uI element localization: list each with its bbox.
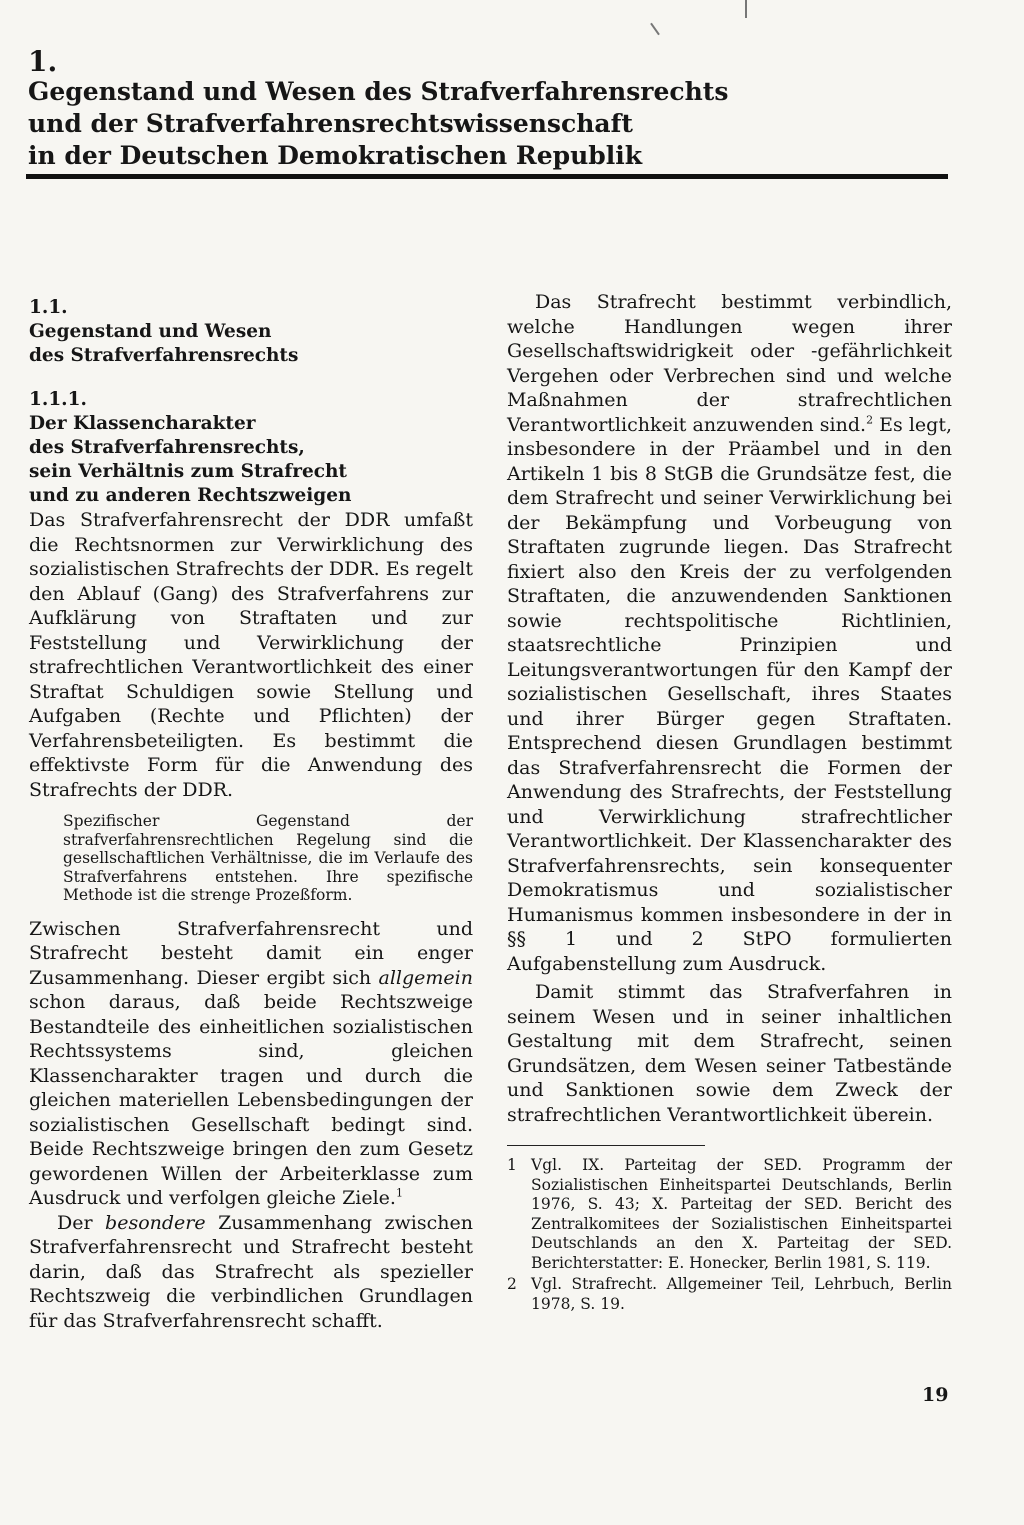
footnote-rule [507,1145,705,1146]
section-title [29,320,473,368]
body-paragraph: Zwischen Strafverfahrensrecht und Strafrecht besteht damit ein enger Zusammenhang. Dieser ergibt sich allgemein schon daraus, daß beide Rechtszweige Bestandteile des einheitlichen sozialistischen Rechtssystems sind, gleichen Klassencharakter tragen und durch die gleichen materiellen Lebensbedingungen der sozialistischen Gesellschaft bedingt sind. Beide Rechtszweige bringen den zum Gesetz gewordenen Willen der Arbeiterklasse zum Ausdruck und verfolgen gleiche Ziele.$^1$ [29,917,473,1210]
footnote-ref[interactable]: 1 [395,1187,403,1201]
footnote-ref[interactable]: 2 [866,413,874,427]
footnote-text: Vgl. Strafrecht. Allgemeiner Teil, Lehrbuch, Berlin 1978, S. 19. [531,1275,952,1313]
chapter-title [28,76,728,172]
footnote-text: Vgl. IX. Parteitag der SED. Programm der Sozialistischen Einheitspartei Deutschlands, Berlin 1976, S. 43; X. Parteitag der SED. Bericht des Zentralkomitees der Sozialistischen Einheitspartei Deutschlands an den X. Parteitag der SED. Berichterstatter: E. Honecker, Berlin 1981, S. 119. [531,1156,952,1272]
emphasis: allgemein [378,966,473,989]
subsection-title-line: Der Klassencharakter [29,413,256,434]
subsection-title-line: sein Verhältnis zum Strafrecht [29,461,347,482]
scan-mark [745,0,747,18]
chapter-title-line: Gegenstand und Wesen des Strafverfahrensrechts [28,77,729,106]
title-rule [26,174,948,179]
emphasis: besondere [105,1211,206,1234]
right-column [507,290,952,1314]
body-paragraph: Das Strafverfahrensrecht der DDR umfaßt die Rechtsnormen zur Verwirklichung des sozialistischen Strafrechts der DDR. Es regelt den Ablauf (Gang) des Strafverfahrens zur Aufklärung von Straftaten und zur Feststellung und Verwirklichung der strafrechtlichen Verantwortlichkeit des einer Straftat Schuldigen sowie Stellung und Aufgaben (Rechte und Pflichten) der Verfahrensbeteiligten. Es bestimmt die effektivste Form für die Anwendung des Strafrechts der DDR. [29,509,473,801]
subsection-title [29,412,473,508]
section-number: 1.1. [29,297,68,318]
body-paragraph: Das Strafrecht bestimmt verbindlich, welche Handlungen wegen ihrer Gesellschaftswidrigkeit oder -gefährlichkeit Vergehen oder Verbrechen sind und welche Maßnahmen der strafrechtlichen Verantwortlichkeit anzuwenden sind.$^2$ Es legt, insbesondere in der Präambel und in den Artikeln 1 bis 8 StGB die Grundsätze fest, die dem Strafrecht und seiner Verwirklichung bei der Bekämpfung und Vorbeugung von Straftaten zugrunde liegen. Das Strafrecht fixiert also den Kreis der zu verfolgenden Straftaten, die anzuwendenden Sanktionen sowie rechtspolitische Richtlinien, staatsrechtliche Prinzipien und Leitungsverantwortungen für den Kampf der sozialistischen Gesellschaft, ihres Staates und ihrer Bürger gegen Straftaten. Entsprechend diesen Grundlagen bestimmt das Strafverfahrensrecht die Formen der Anwendung des Strafrechts, der Feststellung und Verwirklichung strafrechtlicher Verantwortlichkeit. Der Klassencharakter des Strafverfahrensrechts, sein konsequenter Demokratismus und sozialistischer Humanismus kommen insbesondere in der in §§ 1 und 2 StPO formulierten Aufgabenstellung zum Ausdruck. [507,291,953,975]
footnote-number: 1 [507,1156,517,1174]
subsection-title-line: und zu anderen Rechtszweigen [29,485,352,506]
footnote [507,1156,952,1273]
footnote-number: 2 [507,1275,517,1293]
section-title-line: des Strafverfahrensrechts [29,345,299,366]
chapter-title-line: und der Strafverfahrensrechtswissenschaft [28,109,633,138]
chapter-title-line: in der Deutschen Demokratischen Republik [28,141,643,170]
small-print-note: Spezifischer Gegenstand der strafverfahrensrechtlichen Regelung sind die gesellschaftlichen Verhältnisse, die im Verlaufe des Strafverfahrens entstehen. Ihre spezifische Methode ist die strenge Prozeßform. [63,812,473,905]
body-paragraph: Der besondere Zusammenhang zwischen Strafverfahrensrecht und Strafrecht besteht darin, daß das Strafrecht als spezieller Rechtszweig die verbindlichen Grundlagen für das Strafverfahrensrecht schafft. [29,1211,473,1332]
subsection-number: 1.1.1. [29,389,87,410]
page-number: 19 [922,1384,949,1406]
body-paragraph: Damit stimmt das Strafverfahren in seinem Wesen und in seiner inhaltlichen Gestaltung mit dem Strafrecht, seinen Grundsätzen, dem Wesen seiner Tatbestände und Sanktionen sowie dem Zweck der strafrechtlichen Verantwortlichkeit überein. [507,981,952,1126]
left-column [29,296,473,1333]
scan-mark [650,23,660,36]
section-title-line: Gegenstand und Wesen [29,321,272,342]
subsection-title-line: des Strafverfahrensrechts, [29,437,305,458]
footnote [507,1275,952,1314]
chapter-number: 1. [28,45,58,78]
